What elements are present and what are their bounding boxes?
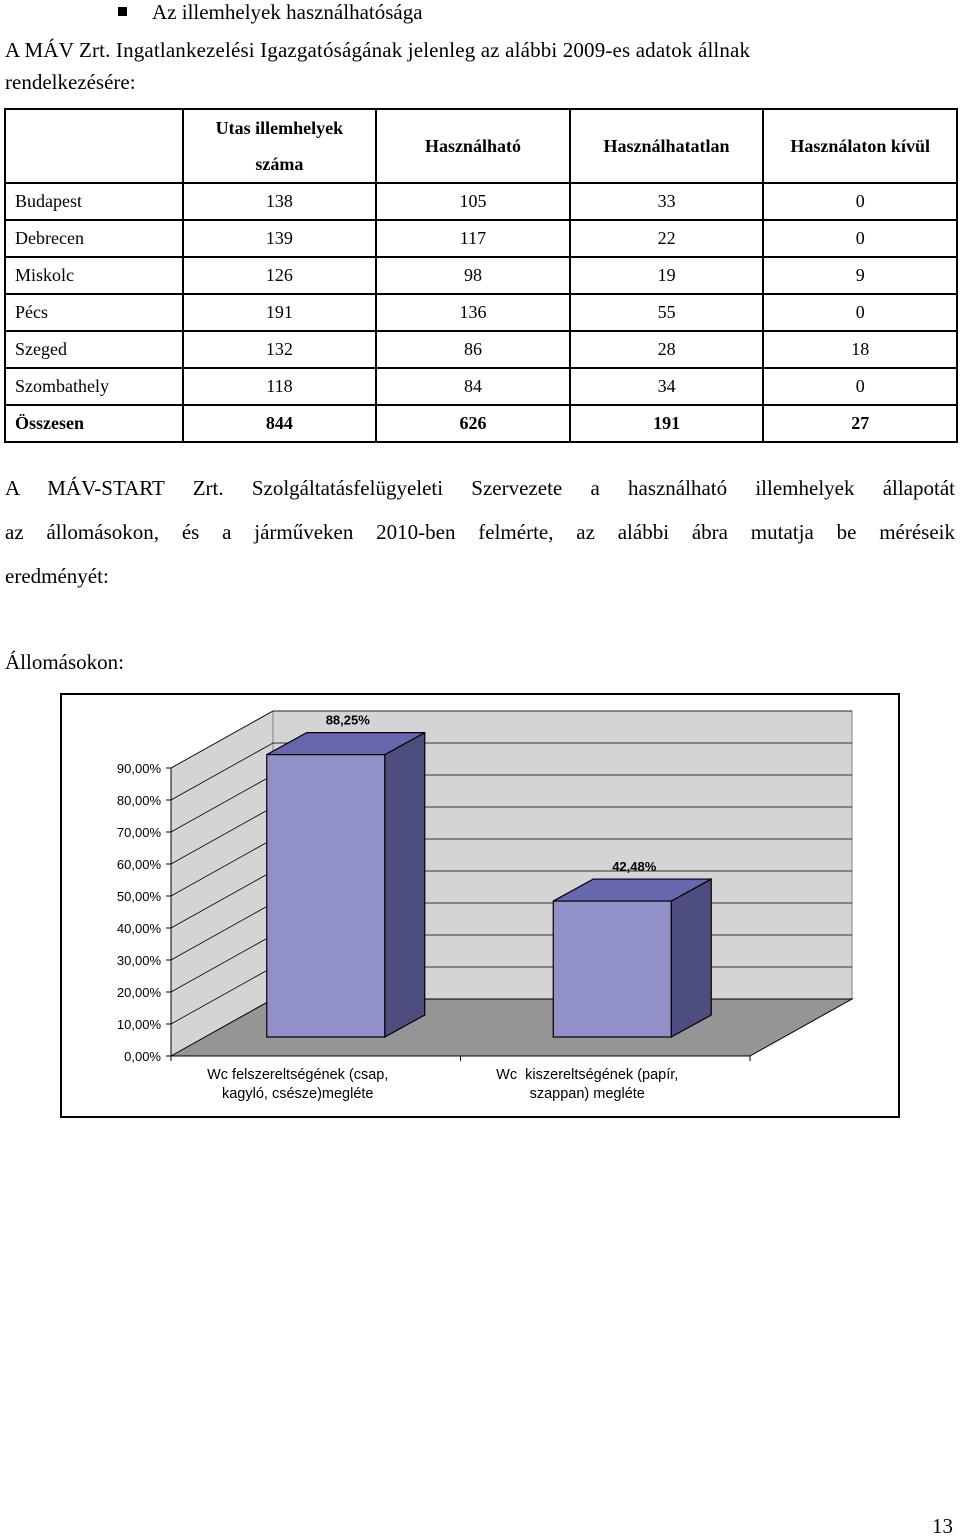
y-tick-label: 30,00% (116, 953, 161, 968)
page-number: 13 (932, 1514, 953, 1538)
table-cell: 0 (763, 183, 957, 220)
y-tick-label: 0,00% (124, 1049, 161, 1064)
header-out-of-use: Használaton kívül (763, 109, 957, 183)
chart-svg (62, 695, 898, 1116)
table-cell: 22 (570, 220, 764, 257)
row-label-cell: Szeged (5, 331, 183, 368)
bar-value-label: 88,25% (325, 712, 370, 728)
x-category-label: szappan) megléte (529, 1086, 645, 1102)
table-cell: 86 (376, 331, 570, 368)
table-cell: 139 (183, 220, 377, 257)
table-row (5, 294, 957, 331)
row-label-cell: Összesen (5, 405, 183, 442)
table-total-row (5, 405, 957, 442)
table-cell: 118 (183, 368, 377, 405)
table-cell: 844 (183, 405, 377, 442)
row-label-cell: Debrecen (5, 220, 183, 257)
y-tick-label: 80,00% (116, 793, 161, 808)
bar-value-label: 42,48% (612, 859, 657, 875)
header-unusable: Használhatatlan (570, 109, 764, 183)
table-cell: 55 (570, 294, 764, 331)
y-tick-label: 10,00% (116, 1017, 161, 1032)
stations-chart (60, 693, 900, 1118)
table-cell: 105 (376, 183, 570, 220)
table-cell: 98 (376, 257, 570, 294)
header-total-line-2: száma (255, 154, 304, 174)
header-empty-cell (5, 109, 183, 183)
table-cell: 34 (570, 368, 764, 405)
section-heading: Az illemhelyek használhatósága (152, 0, 423, 24)
table-row (5, 220, 957, 257)
bar (267, 755, 385, 1037)
table-cell: 126 (183, 257, 377, 294)
x-category-label: Wc felszereltségének (csap, (207, 1067, 389, 1083)
chart-side-wall (171, 711, 273, 1056)
y-tick-label: 50,00% (116, 889, 161, 904)
table-row (5, 368, 957, 405)
table-cell: 191 (570, 405, 764, 442)
table-cell: 27 (763, 405, 957, 442)
bar (553, 901, 671, 1037)
intro-line-2: rendelkezésére: (5, 70, 136, 94)
x-category-label: Wc kiszereltségének (papír, (496, 1067, 679, 1083)
table-header-row (5, 109, 957, 183)
table-cell: 132 (183, 331, 377, 368)
row-label-cell: Szombathely (5, 368, 183, 405)
bullet-marker (118, 7, 127, 16)
x-category-label: kagyló, csésze)megléte (221, 1086, 374, 1102)
bar-side (671, 879, 711, 1037)
table-cell: 0 (763, 220, 957, 257)
survey-line-3: eredményét: (5, 564, 109, 588)
table-cell: 33 (570, 183, 764, 220)
chart-heading: Állomásokon: (5, 650, 124, 674)
table-row (5, 183, 957, 220)
table-cell: 117 (376, 220, 570, 257)
toilet-stats-table (4, 108, 958, 443)
table-cell: 191 (183, 294, 377, 331)
table-cell: 84 (376, 368, 570, 405)
y-tick-label: 20,00% (116, 985, 161, 1000)
header-total-line-1: Utas illemhelyek (215, 118, 344, 138)
table-cell: 136 (376, 294, 570, 331)
table-cell: 626 (376, 405, 570, 442)
y-tick-label: 90,00% (116, 761, 161, 776)
y-tick-label: 70,00% (116, 825, 161, 840)
table-cell: 19 (570, 257, 764, 294)
y-tick-label: 60,00% (116, 857, 161, 872)
table-cell: 28 (570, 331, 764, 368)
header-usable: Használható (376, 109, 570, 183)
table-cell: 0 (763, 368, 957, 405)
y-tick-label: 40,00% (116, 921, 161, 936)
row-label-cell: Budapest (5, 183, 183, 220)
row-label-cell: Pécs (5, 294, 183, 331)
row-label-cell: Miskolc (5, 257, 183, 294)
table-row (5, 331, 957, 368)
header-total-count (183, 109, 377, 183)
table-cell: 18 (763, 331, 957, 368)
table-cell: 138 (183, 183, 377, 220)
bar-side (385, 733, 425, 1037)
survey-line-1: A MÁV-START Zrt. Szolgáltatásfelügyeleti Szervezete a használható illemhelyek állapotát (5, 476, 955, 500)
table-cell: 0 (763, 294, 957, 331)
table-cell: 9 (763, 257, 957, 294)
survey-line-2: az állomásokon, és a járműveken 2010-ben felmérte, az alábbi ábra mutatja be méréseik (5, 520, 955, 544)
table-row (5, 257, 957, 294)
intro-line-1: A MÁV Zrt. Ingatlankezelési Igazgatóságának jelenleg az alábbi 2009-es adatok állnak (5, 38, 751, 62)
